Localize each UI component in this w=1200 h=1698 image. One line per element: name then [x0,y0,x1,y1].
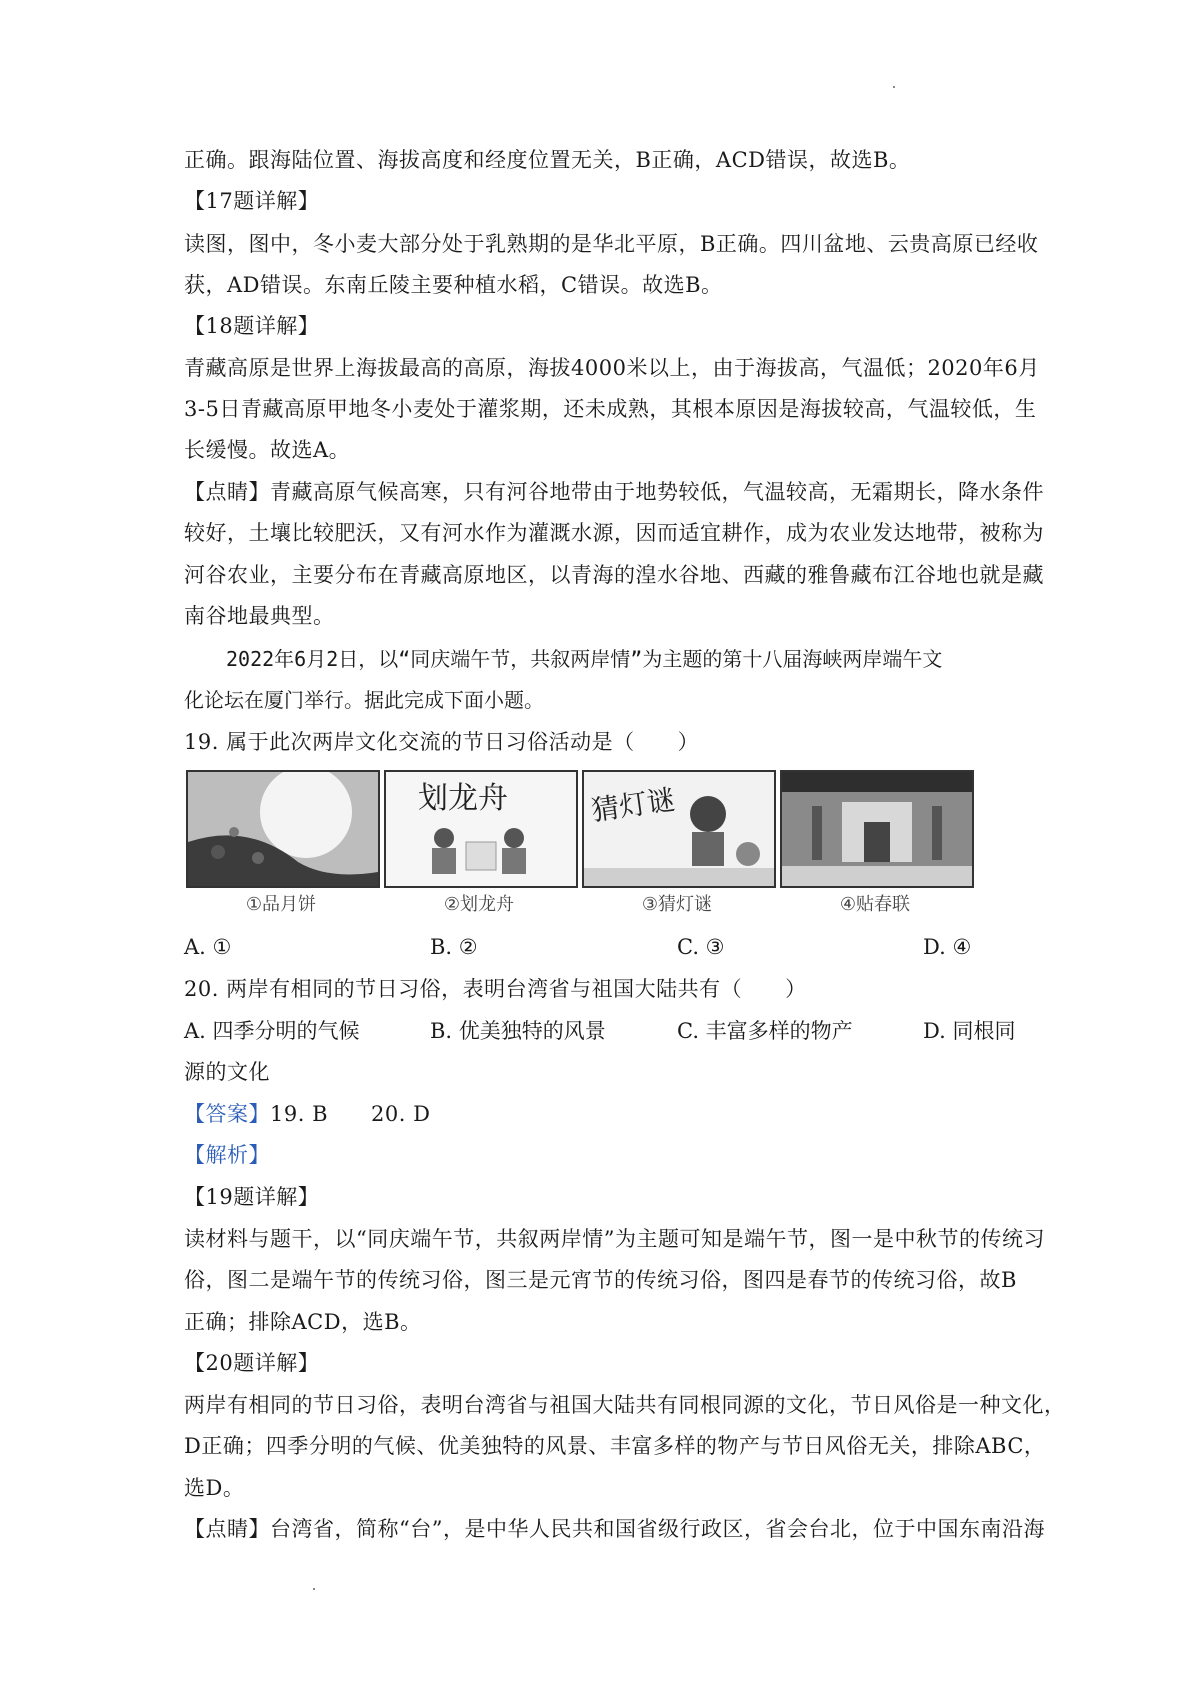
picture-caption: ②划龙舟 [443,894,515,915]
answer-label: 【答案】 [184,1102,270,1126]
paragraph-line: 读图，图中，冬小麦大部分处于乳熟期的是华北平原，B正确。四川盆地、云贵高原已经收 [184,232,1039,256]
analysis-label: 【解析】 [184,1143,270,1167]
dragon-boat-image [384,770,578,888]
paragraph-line: 俗，图二是端午节的传统习俗，图三是元宵节的传统习俗，图四是春节的传统习俗，故B [184,1268,1017,1292]
paragraph-line: 读材料与题干，以“同庆端午节，共叙两岸情”为主题可知是端午节，图一是中秋节的传统习 [184,1227,1045,1251]
picture-caption: ③猜灯谜 [641,894,713,915]
section-heading-19: 【19题详解】 [184,1185,320,1209]
dragon-boat-art-text: 划龙舟 [418,781,508,816]
q19-option-a: A. ① [184,935,232,959]
tip-paragraph-line: 【点睛】青藏高原气候高寒，只有河谷地带由于地势较低，气温较高，无霜期长，降水条件 [184,480,1044,504]
q20-option-a: A. 四季分明的气候 [184,1019,360,1043]
q20-option-d: D. 同根同 [923,1019,1016,1043]
lantern-riddle-image [582,770,776,888]
question-19: 19. 属于此次两岸文化交流的节日习俗活动是（ ） [184,730,700,754]
tip-paragraph-line: 【点睛】台湾省，简称“台”，是中华人民共和国省级行政区，省会台北，位于中国东南沿海 [184,1517,1045,1541]
paragraph-line: 获，AD错误。东南丘陵主要种植水稻，C错误。故选B。 [184,273,723,297]
section-heading-17: 【17题详解】 [184,189,320,213]
section-heading-18: 【18题详解】 [184,314,320,338]
mooncake-scene-image [186,770,380,888]
scan-speck [893,86,895,88]
q20-option-c: C. 丰富多样的物产 [677,1019,853,1043]
paragraph-line: 正确；排除ACD，选B。 [184,1310,422,1334]
answer-text: 19. B 20. D [270,1102,431,1126]
scan-speck [313,1588,315,1590]
paragraph-line: 选D。 [184,1476,245,1500]
lantern-riddle-art-text: 猜灯谜 [589,782,678,828]
q19-option-d: D. ④ [923,935,972,959]
paragraph-line: D正确；四季分明的气候、优美独特的风景、丰富多样的物产与节日风俗无关，排除ABC， [184,1434,1046,1458]
question-20: 20. 两岸有相同的节日习俗，表明台湾省与祖国大陆共有（ ） [184,977,807,1001]
material-line: 化论坛在厦门举行。据此完成下面小题。 [184,688,544,712]
tip-paragraph-line: 南谷地最典型。 [184,604,335,628]
paragraph-line: 两岸有相同的节日习俗，表明台湾省与祖国大陆共有同根同源的文化，节日风俗是一种文化， [184,1393,1066,1417]
paragraph-line: 青藏高原是世界上海拔最高的高原，海拔4000米以上，由于海拔高，气温低；2020年6月 [184,356,1040,380]
festival-pictures [186,770,976,918]
paragraph-line: 长缓慢。故选A。 [184,438,351,462]
q20-option-d-wrap: 源的文化 [184,1060,270,1084]
q19-option-b: B. ② [430,935,478,959]
picture-caption: ①品月饼 [245,894,317,915]
spring-couplet-image [780,770,974,888]
paragraph-line: 正确。跟海陆位置、海拔高度和经度位置无关，B正确，ACD错误，故选B。 [184,148,911,172]
tip-paragraph-line: 较好，土壤比较肥沃，又有河水作为灌溉水源，因而适宜耕作，成为农业发达地带，被称为 [184,521,1044,545]
section-heading-20: 【20题详解】 [184,1351,320,1375]
picture-caption: ④贴春联 [839,894,911,915]
answer-line [184,1099,1024,1129]
tip-paragraph-line: 河谷农业，主要分布在青藏高原地区，以青海的湟水谷地、西藏的雅鲁藏布江谷地也就是藏 [184,563,1044,587]
paragraph-line: 3-5日青藏高原甲地冬小麦处于灌浆期，还未成熟，其根本原因是海拔较高，气温较低，生 [184,397,1037,421]
q19-option-c: C. ③ [677,935,725,959]
q20-option-b: B. 优美独特的风景 [430,1019,606,1043]
material-line: 2022年6月2日，以“同庆端午节，共叙两岸情”为主题的第十八届海峡两岸端午文 [226,647,943,671]
